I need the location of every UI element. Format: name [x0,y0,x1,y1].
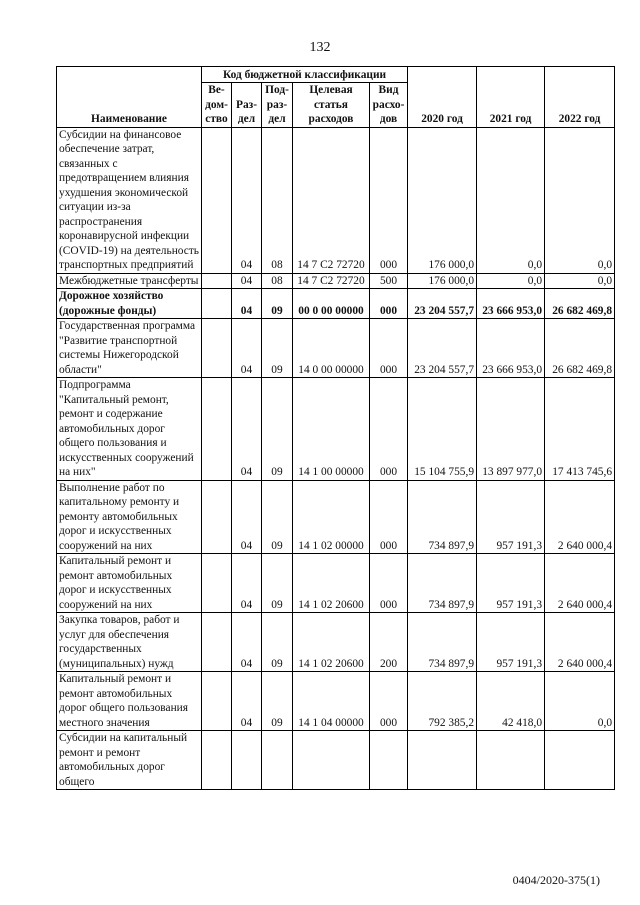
row-amount-2022: 0,0 [545,273,615,289]
row-amount-2020: 734 897,9 [408,554,477,613]
page-number: 132 [309,40,331,55]
row-razdel [232,731,262,790]
row-name: Закупка товаров, работ и услуг для обеспечения государственных (муниципальных) нужд [57,613,202,672]
row-amount-2020: 734 897,9 [408,613,477,672]
row-vedomstvo [202,273,232,289]
row-vedomstvo [202,289,232,319]
row-celevaya-statya: 14 7 С2 72720 [293,273,370,289]
row-vid-rashodov: 000 [370,672,408,731]
row-amount-2022: 2 640 000,4 [545,613,615,672]
row-amount-2021: 13 897 977,0 [477,378,545,481]
row-celevaya-statya: 14 1 00 00000 [293,378,370,481]
row-amount-2020: 176 000,0 [408,127,477,273]
row-amount-2022: 26 682 469,8 [545,319,615,378]
row-amount-2020 [408,731,477,790]
row-vid-rashodov: 000 [370,127,408,273]
row-podrazdel: 09 [262,613,293,672]
row-razdel: 04 [232,672,262,731]
row-razdel: 04 [232,613,262,672]
row-name: Капитальный ремонт и ремонт автомобильных дорог и искусственных сооружений на них [57,554,202,613]
row-amount-2020: 176 000,0 [408,273,477,289]
header-razdel: Раз- дел [232,83,262,128]
row-amount-2022: 17 413 745,6 [545,378,615,481]
row-razdel: 04 [232,273,262,289]
table-row [57,672,615,731]
row-celevaya-statya: 14 7 С2 72720 [293,127,370,273]
row-celevaya-statya: 14 0 00 00000 [293,319,370,378]
header-classification-group: Код бюджетной классификации [202,67,408,83]
row-vedomstvo [202,613,232,672]
row-celevaya-statya: 00 0 00 00000 [293,289,370,319]
row-amount-2020: 792 385,2 [408,672,477,731]
table-row [57,480,615,554]
header-celevaya-statya: Целевая статья расходов [293,83,370,128]
row-podrazdel: 08 [262,127,293,273]
row-amount-2020: 23 204 557,7 [408,319,477,378]
table-row [57,613,615,672]
row-razdel: 04 [232,289,262,319]
row-vedomstvo [202,378,232,481]
row-podrazdel: 09 [262,378,293,481]
row-razdel: 04 [232,319,262,378]
row-amount-2022: 2 640 000,4 [545,480,615,554]
header-vedomstvo: Ве- дом- ство [202,83,232,128]
row-razdel: 04 [232,378,262,481]
row-vid-rashodov: 000 [370,319,408,378]
row-amount-2022: 26 682 469,8 [545,289,615,319]
row-amount-2021 [477,731,545,790]
row-name: Государственная программа "Развитие транспортной системы Нижегородской области" [57,319,202,378]
row-name: Субсидии на капитальный ремонт и ремонт автомобильных дорог общего [57,731,202,790]
budget-table [56,66,615,790]
row-vid-rashodov: 500 [370,273,408,289]
header-year-2022: 2022 год [545,67,615,128]
row-amount-2020: 15 104 755,9 [408,378,477,481]
row-celevaya-statya: 14 1 04 00000 [293,672,370,731]
row-vedomstvo [202,672,232,731]
row-vid-rashodov: 000 [370,289,408,319]
table-row [57,273,615,289]
row-amount-2021: 0,0 [477,273,545,289]
row-amount-2021: 957 191,3 [477,554,545,613]
document-code: 0404/2020-375(1) [512,873,600,887]
row-amount-2020: 23 204 557,7 [408,289,477,319]
row-amount-2021: 0,0 [477,127,545,273]
row-amount-2021: 23 666 953,0 [477,319,545,378]
row-podrazdel: 09 [262,672,293,731]
table-row [57,289,615,319]
row-vedomstvo [202,127,232,273]
row-amount-2021: 23 666 953,0 [477,289,545,319]
row-amount-2022: 0,0 [545,127,615,273]
row-name: Выполнение работ по капитальному ремонту и ремонту автомобильных дорог и искусственных сооружений на них [57,480,202,554]
row-amount-2020: 734 897,9 [408,480,477,554]
row-razdel: 04 [232,127,262,273]
row-amount-2021: 957 191,3 [477,613,545,672]
table-row [57,554,615,613]
row-podrazdel: 09 [262,289,293,319]
row-vedomstvo [202,319,232,378]
row-podrazdel: 09 [262,554,293,613]
row-vid-rashodov [370,731,408,790]
row-vedomstvo [202,554,232,613]
row-vedomstvo [202,480,232,554]
row-name: Субсидии на финансовое обеспечение затрат, связанных с предотвращением влияния ухудшения экономической ситуации из-за распространения коронавирусной инфекции (COVID-19) на деятельность транспортных предприятий [57,127,202,273]
row-amount-2021: 957 191,3 [477,480,545,554]
table-row [57,127,615,273]
row-podrazdel [262,731,293,790]
header-year-2020: 2020 год [408,67,477,128]
table-row [57,378,615,481]
row-name: Капитальный ремонт и ремонт автомобильных дорог общего пользования местного значения [57,672,202,731]
row-celevaya-statya [293,731,370,790]
header-vid-rashodov: Вид расхо- дов [370,83,408,128]
row-vid-rashodov: 000 [370,480,408,554]
row-podrazdel: 09 [262,480,293,554]
row-amount-2022: 0,0 [545,672,615,731]
row-vid-rashodov: 000 [370,554,408,613]
row-name: Межбюджетные трансферты [57,273,202,289]
header-name: Наименование [57,67,202,128]
row-amount-2021: 42 418,0 [477,672,545,731]
row-amount-2022: 2 640 000,4 [545,554,615,613]
row-name: Дорожное хозяйство (дорожные фонды) [57,289,202,319]
row-podrazdel: 09 [262,319,293,378]
table-row [57,731,615,790]
row-vid-rashodov: 000 [370,378,408,481]
header-year-2021: 2021 год [477,67,545,128]
row-razdel: 04 [232,554,262,613]
row-name: Подпрограмма "Капитальный ремонт, ремонт и содержание автомобильных дорог общего пользования и искусственных сооружений на них" [57,378,202,481]
row-vid-rashodov: 200 [370,613,408,672]
row-razdel: 04 [232,480,262,554]
header-podrazdel: Под- раз- дел [262,83,293,128]
row-vedomstvo [202,731,232,790]
row-amount-2022 [545,731,615,790]
table-row [57,319,615,378]
row-celevaya-statya: 14 1 02 20600 [293,613,370,672]
row-celevaya-statya: 14 1 02 00000 [293,480,370,554]
row-podrazdel: 08 [262,273,293,289]
row-celevaya-statya: 14 1 02 20600 [293,554,370,613]
